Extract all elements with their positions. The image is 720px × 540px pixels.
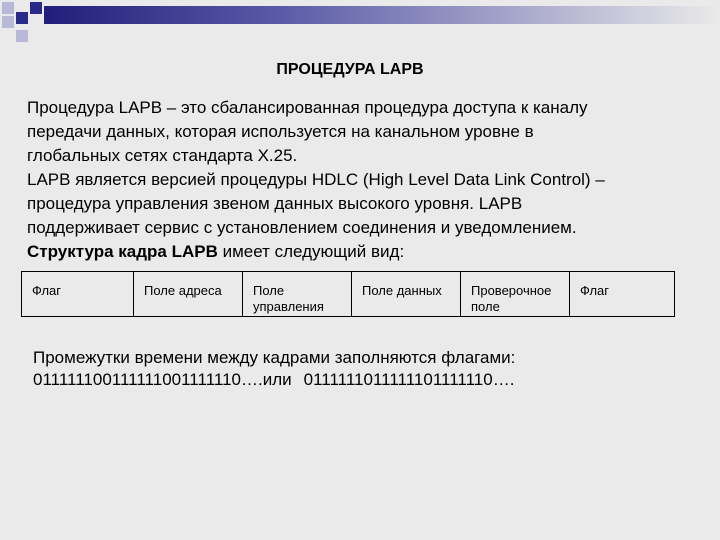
intro-line-5: процедура управления звеном данных высокого уровня. LAPB [27, 194, 523, 213]
deco-square-light-1 [2, 2, 14, 14]
frame-structure-table [21, 271, 675, 317]
flag-sequence-1: 011111100111111001111110….или [33, 370, 292, 389]
intro-line-2: передачи данных, которая используется на канальном уровне в [27, 122, 534, 141]
intro-line-6: поддерживает сервис с установлением соединения и уведомлением. [27, 218, 577, 237]
intro-line-3: глобальных сетях стандарта X.25. [27, 146, 298, 165]
intro-line-7 [27, 240, 707, 264]
frame-cell-address: Поле адреса [134, 272, 243, 317]
intro-paragraph [27, 96, 707, 264]
frame-cell-flag-end: Флаг [570, 272, 675, 317]
corner-squares-decoration [0, 0, 720, 50]
deco-square-light-2 [2, 16, 14, 28]
intro-line-1: Процедура LAPB – это сбалансированная процедура доступа к каналу [27, 98, 588, 117]
frame-cell-data: Поле данных [352, 272, 461, 317]
flag-sequence-2: 0111111011111101111110…. [303, 370, 515, 389]
frame-cell-checksum: Проверочное поле [461, 272, 570, 317]
frame-structure-suffix: имеет следующий вид: [217, 242, 405, 261]
page-title: ПРОЦЕДУРА LAPB [276, 61, 424, 78]
deco-square-light-3 [16, 30, 28, 42]
frame-cell-flag-start: Флаг [32, 283, 62, 298]
gap-line-2 [33, 369, 713, 391]
frame-cell-control: Поле управления [243, 272, 352, 317]
deco-gradient-bar [44, 6, 720, 24]
gap-flags-paragraph [33, 347, 713, 391]
frame-structure-heading: Структура кадра LAPB [27, 242, 218, 261]
table-row [22, 272, 675, 317]
deco-square-dark-1 [16, 12, 28, 24]
intro-line-4: LAPB является версией процедуры HDLC (High Level Data Link Control) – [27, 170, 605, 189]
gap-line-1: Промежутки времени между кадрами заполняются флагами: [33, 348, 516, 367]
deco-square-dark-2 [30, 2, 42, 14]
